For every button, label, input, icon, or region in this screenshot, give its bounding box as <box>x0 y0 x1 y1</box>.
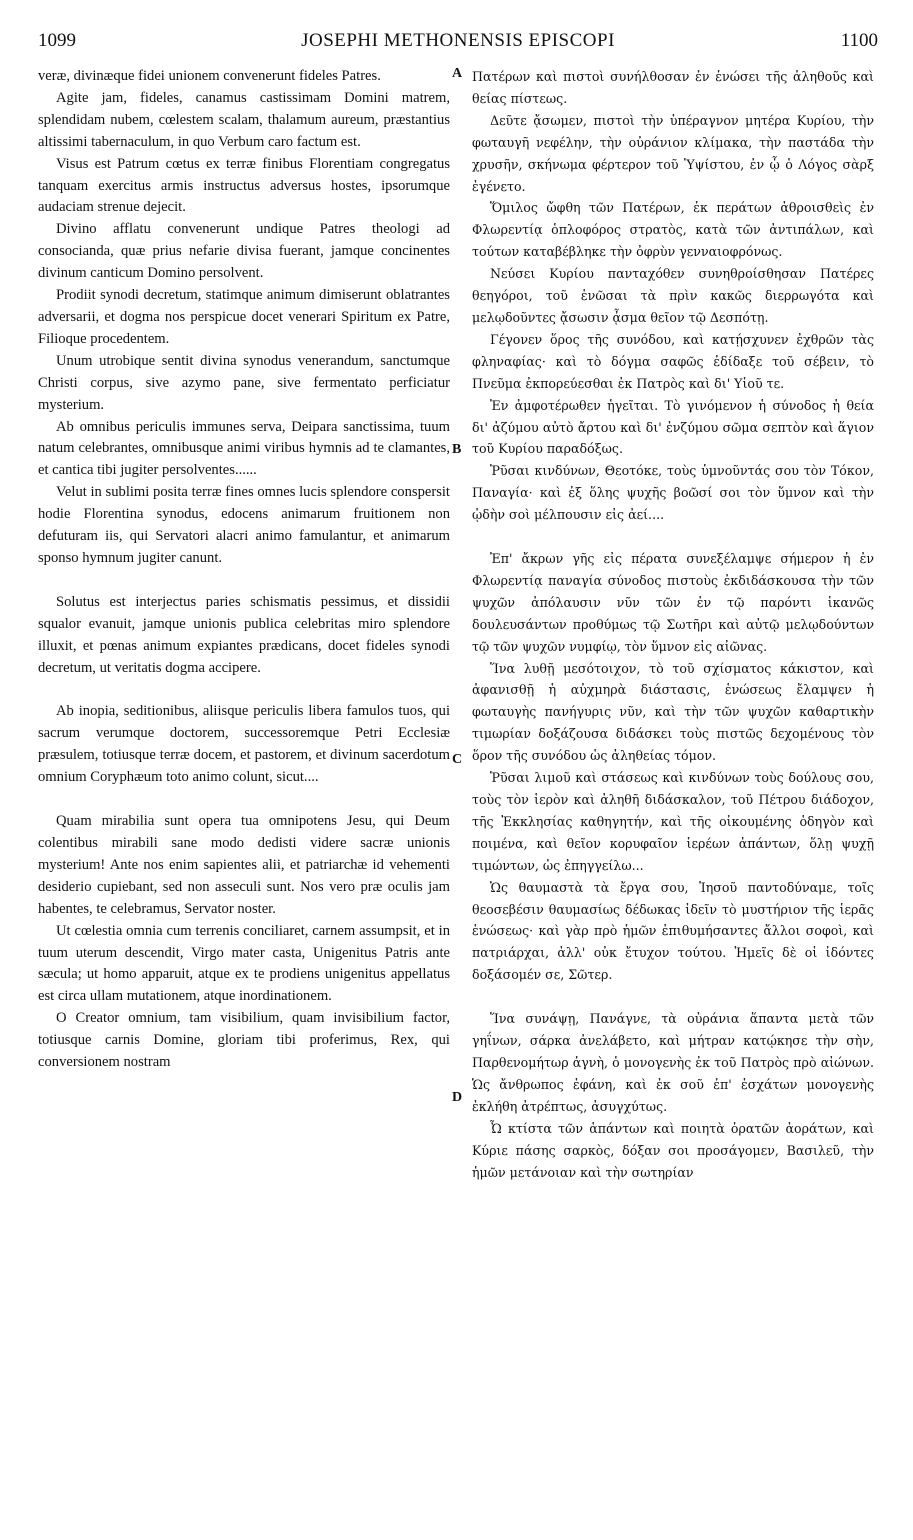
greek-paragraph: Ὡς θαυμαστὰ τὰ ἔργα σου, Ἰησοῦ παντοδύναμε, τοῖς θεοσεβέσιν θαυμασίως δέδωκας ἰδεῖν τὸ μυστήριον τῆς ἱερᾶς ἑνώσεως· καὶ γὰρ πρὸ ἡμῶν ἐπιθυμήσαντες ἄλλοι σοφοὶ, καὶ πατριάρχαι, ἀλλ' οὐκ ἔτυχον τούτου. Ἡμεῖς δὲ οἱ ἰδόντες δοξάσομέν σε, Σῶτερ. <box>472 879 874 983</box>
latin-paragraph: Quam mirabilia sunt opera tua omnipotens Jesu, qui Deum colentibus mirabili sane modo dedisti videre sacræ unionis mysterium! Ante nos enim sapientes alii, et patriarchæ id vehementi desiderio cupiebant, sed non asseculi sunt. Nos vero præ oculis jam habentes, te celebramus, Servator noster. <box>38 813 450 917</box>
section-marker-a: A <box>452 66 463 81</box>
greek-paragraph: Ῥῦσαι λιμοῦ καὶ στάσεως καὶ κινδύνων τοὺς δούλους σου, τοὺς τὸν ἱερὸν καὶ ἀληθῆ διδάσκαλον, τοῦ Πέτρου διάδοχον, τῆς Ἐκκλησίας καθηγητήν, καὶ τῆς οἰκουμένης ὁδηγὸν καὶ ποιμένα, καὶ θεῖον κορυφαῖον ἱερέων ἁπάντων, ὅλῃ ψυχῇ τιμώντων, ὡς ἐπηγγείλω... <box>472 770 874 873</box>
latin-paragraph: O Creator omnium, tam visibilium, quam invisibilium factor, totiusque carnis Domine, gloriam tibi proferimus, Rex, qui conversionem nostram <box>38 1010 450 1071</box>
running-title: JOSEPHI METHONENSIS EPISCOPI <box>301 30 615 51</box>
section-marker-d: D <box>452 1090 463 1105</box>
latin-paragraph: Unum utrobique sentit divina synodus venerandum, sanctumque Christi corpus, sive azymo pane, sive fermentato perficiatur mysterium. <box>38 352 450 413</box>
latin-column <box>38 66 450 1074</box>
greek-paragraph: Ἵνα λυθῇ μεσότοιχον, τὸ τοῦ σχίσματος κάκιστον, καὶ ἀφανισθῇ ἡ αὐχμηρὰ διάστασις, ἑνώσεως ἔλαμψεν ἡ φωταυγὴς πανήγυρις νῦν, καὶ τὴν τῶν ψυχῶν καθαρτικὴν τιμωρίαν δοξάζουσα διδάσκει τοὺς πιστῶς δεχομένους τὸν ὅρον τῆς συνόδου ὡς ἀληθείας τόμον. <box>472 660 874 764</box>
left-page-number: 1099 <box>38 30 76 51</box>
latin-paragraph: Visus est Patrum cœtus ex terræ finibus Florentiam congregatus tanquam exercitus armis instructus adversus hostes, ipsorumque audaciam strenue dejecit. <box>38 155 450 216</box>
latin-paragraph: Ut cœlestia omnia cum terrenis conciliaret, carnem assumpsit, et in tuum uterum descendit, Virgo mater casta, Unigenitus Patris ante sæcula; ut homo apparuit, atque ex te prodiens unigenitus appellatus est circa ullam mutationem, atque inordinationem. <box>38 922 450 1005</box>
latin-paragraph: Divino afflatu convenerunt undique Patres theologi ad consocianda, quæ prius nefarie divisa fuerant, jamque concinentes divinum canticum Domino persolvent. <box>38 221 450 282</box>
latin-paragraph: Agite jam, fideles, canamus castissimam Domini matrem, splendidam nubem, cœlestem scalam, thalamum aureum, præstantius altissimi tabernaculum, in quo Verbum caro factum est. <box>38 89 450 150</box>
latin-paragraph: veræ, divinæque fidei unionem convenerunt fideles Patres. <box>38 68 381 84</box>
greek-paragraph: Γέγονεν ὅρος τῆς συνόδου, καὶ κατῄσχυνεν ἐχθρῶν τὰς φληναφίας· καὶ τὸ δόγμα σαφῶς ἐδίδαξε τοῦ σέβειν, τὸ Πνεῦμα ἐκπορεύεσθαι ἐκ Πατρὸς καὶ δι' Υἱοῦ τε. <box>472 331 874 391</box>
greek-column <box>472 66 874 1183</box>
latin-paragraph: Velut in sublimi posita terræ fines omnes lucis splendore conspersit hodie Florentina synodus, edocens animarum fruitionem non defuturam iis, qui Servatori alacri animo famulantur, et animarum sponso hymnum jugiter canunt. <box>38 484 450 566</box>
greek-paragraph: Νεύσει Κυρίου πανταχόθεν συνηθροίσθησαν Πατέρες θεηγόροι, τοῦ ἑνῶσαι τὰ πρὶν κακῶς διερρωγότα καὶ μελῳδοῦντες ᾄσωσιν ᾆσμα θεῖον τῷ Δεσπότῃ. <box>472 266 874 325</box>
greek-paragraph: Ἐπ' ἄκρων γῆς εἰς πέρατα συνεξέλαμψε σήμερον ἡ ἐν Φλωρεντίᾳ παναγία σύνοδος πιστοὺς ἐκδιδάσκουσα τὴν τῶν ψυχῶν ἀπόλαυσιν νῦν τῶν ἐν τῷ παρόντι ἱκανῶς δουλευσάντων προθύμως τῷ Σωτῆρι καὶ αὐτῷ μελῳδούντων τῷ τῶν ψυχῶν νυμφίῳ, τὸν ὕμνον εἰς αἰῶνας. <box>472 551 874 654</box>
greek-paragraph: Δεῦτε ᾄσωμεν, πιστοὶ τὴν ὑπέραγνον μητέρα Κυρίου, τὴν φωταυγῆ νεφέλην, τὴν οὐράνιον κλίμακα, τὴν παστάδα τὴν χρυσῆν, σκήνωμα φέρτερον τοῦ Ὑψίστου, ἐν ᾧ ὁ Λόγος σὰρξ ἐγένετο. <box>472 112 874 194</box>
greek-paragraph: Ἐν ἀμφοτέρωθεν ἡγεῖται. Τὸ γινόμενον ἡ σύνοδος ἡ θεία δι' ἀζύμου αὐτὸ ἄρτου καὶ δι' ἐνζύμου σῶμα σεπτὸν καὶ ἅγιον τοῦ Κυρίου παραδόξως. <box>472 397 874 457</box>
latin-paragraph: Ab inopia, seditionibus, aliisque periculis libera famulos tuos, qui sacrum verumque doctorem, successoremque Petri Ecclesiæ præsulem, totiusque terræ docem, et pastorem, et divinum sacerdotum omnium Coryphæum toto animo colunt, sicut.... <box>38 703 450 786</box>
greek-paragraph: Ἵνα συνάψῃ, Πανάγνε, τὰ οὐράνια ἅπαντα μετὰ τῶν γηΐνων, σάρκα ἀνελάβετο, καὶ μήτραν κατῴκησε τὴν σὴν, Παρθενομήτωρ ἁγνὴ, ὁ μονογενὴς ἐκ τοῦ Πατρὸς πρὸ αἰώνων. Ὡς ἄνθρωπος ἐφάνη, καὶ ἐκ σοῦ ἐπ' ἐσχάτων μονογενὴς ἐκλήθη ἀτρέπτως, ἀσυγχύτως. <box>472 1011 874 1114</box>
latin-paragraph: Prodiit synodi decretum, statimque animum dimiserunt oblatrantes adversarii, et dogma nos perspicue docet venerari Spiritum ex Patre, Filioque procedentem. <box>38 287 450 347</box>
right-page-number: 1100 <box>840 30 878 51</box>
greek-paragraph: Ῥῦσαι κινδύνων, Θεοτόκε, τοὺς ὑμνοῦντάς σου τὸν Τόκον, Παναγία· καὶ ἐξ ὅλης ψυχῆς βοῶσί σοι τὸν ὕμνον καὶ τὴν ᾠδὴν σοὶ μέλπουσιν εἰς ἀεί.... <box>472 463 874 523</box>
latin-paragraph: Solutus est interjectus paries schismatis pessimus, et dissidii squalor evanuit, jamque unionis publica celebritas miro splendore illuxit, et pœnas animum expiantes prædicans, docet fideles synodi decretum, ut veritatis dogma accipere. <box>38 593 450 676</box>
greek-paragraph: Ὅμιλος ὤφθη τῶν Πατέρων, ἐκ περάτων ἀθροισθεὶς ἐν Φλωρεντίᾳ ὁπλοφόρος στρατὸς, κατὰ τῶν ἀντιπάλων, καὶ τούτων καταβέβληκε τὴν ὀφρὺν γενναιοφρόνως. <box>472 200 874 260</box>
section-marker-c: C <box>452 752 463 767</box>
page-header <box>38 30 878 58</box>
greek-paragraph: Πατέρων καὶ πιστοὶ συνήλθοσαν ἐν ἑνώσει τῆς ἀληθοῦς καὶ θείας πίστεως. <box>472 69 874 106</box>
greek-paragraph: Ὦ κτίστα τῶν ἁπάντων καὶ ποιητὰ ὁρατῶν ἀοράτων, καὶ Κύριε πάσης σαρκὸς, δόξαν σοι προσάγομεν, Βασιλεῦ, τὴν ἡμῶν μετάνοιαν καὶ τὴν σωτηρίαν <box>472 1120 874 1180</box>
latin-paragraph: Ab omnibus periculis immunes serva, Deipara sanctissima, tuum natum celebrantes, omnibusque animi viribus hymnis ad te clamantes, et cantica tibi jugiter persolventes...... <box>38 418 450 479</box>
section-marker-b: B <box>452 442 462 457</box>
